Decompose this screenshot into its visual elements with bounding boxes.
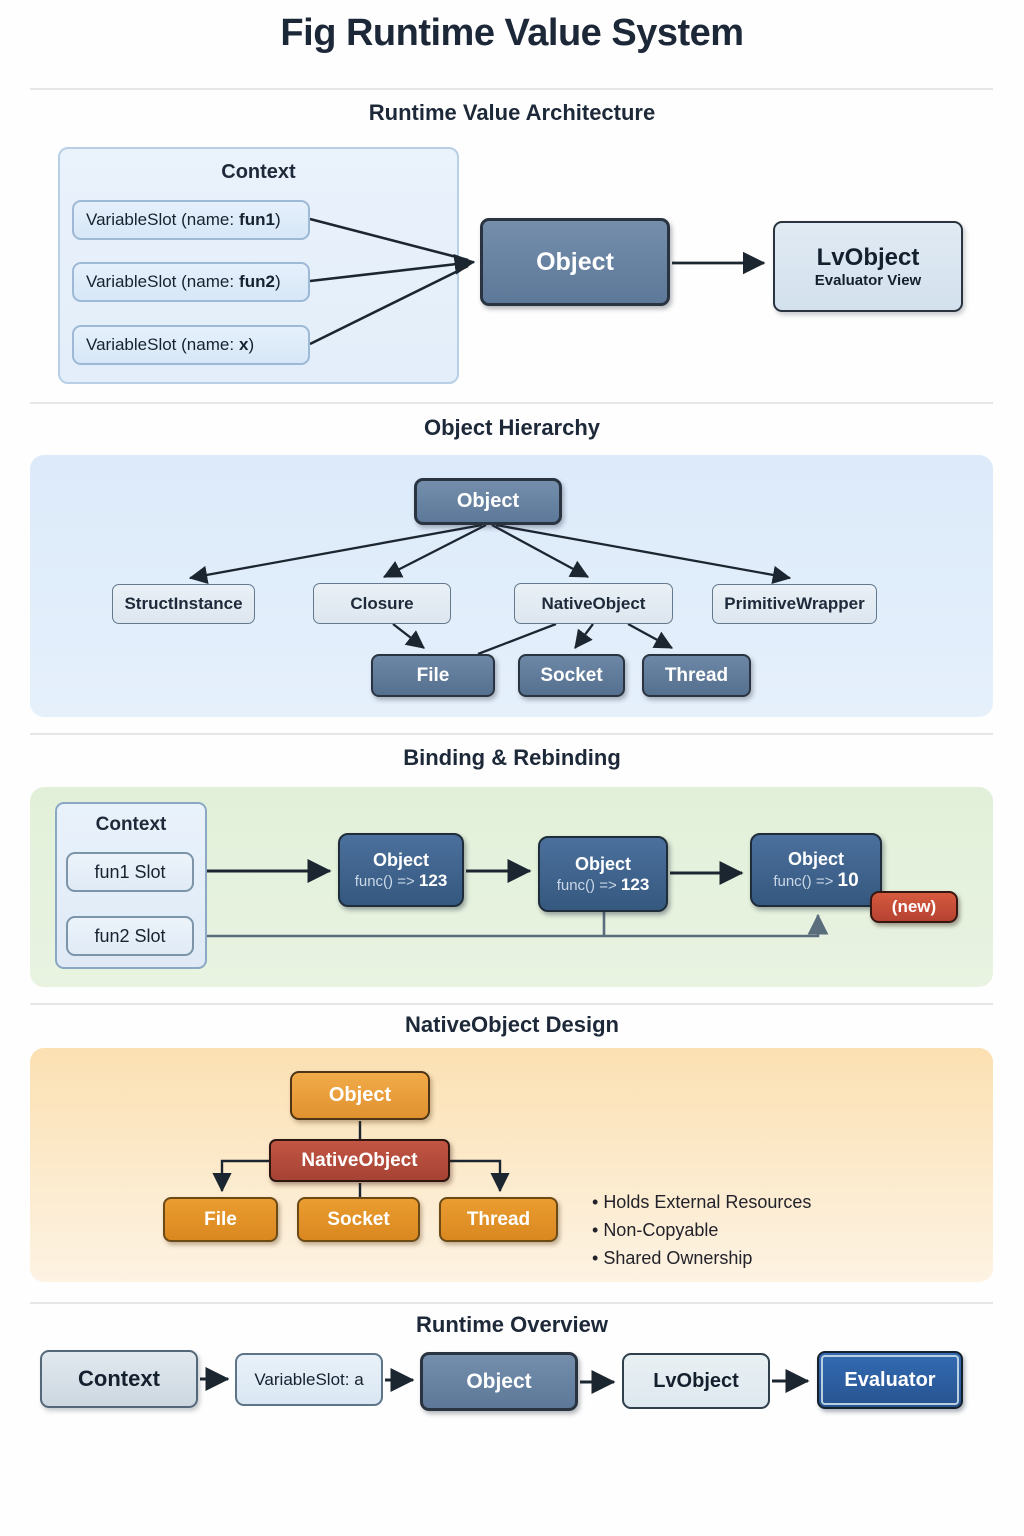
lvobject-title: LvObject	[816, 244, 920, 271]
native-design-thread: Thread	[439, 1197, 558, 1242]
binding-context-title: Context	[95, 814, 167, 835]
native-design-object: Object	[290, 1071, 430, 1120]
binding-object-2	[538, 836, 668, 912]
slot-suffix: )	[274, 272, 281, 291]
hierarchy-child-structinstance: StructInstance	[112, 584, 255, 624]
binding-slot-fun1: fun1 Slot	[66, 852, 194, 892]
object-func: func() =>	[773, 872, 834, 890]
native-design-bullets	[592, 1188, 811, 1272]
hierarchy-native-thread: Thread	[642, 654, 751, 697]
slot-suffix: )	[274, 210, 281, 229]
binding-slot-fun2: fun2 Slot	[66, 916, 194, 956]
overview-evaluator: Evaluator	[817, 1351, 963, 1409]
binding-object-1	[338, 833, 464, 907]
hierarchy-child-primitivewrapper: PrimitiveWrapper	[712, 584, 877, 624]
slot-name: x	[239, 335, 249, 354]
hierarchy-native-file: File	[371, 654, 495, 697]
object-value: 10	[837, 869, 859, 891]
bullet-item: • Shared Ownership	[592, 1244, 811, 1272]
native-design-nativeobject: NativeObject	[269, 1139, 450, 1182]
overview-variableslot: VariableSlot: a	[235, 1353, 383, 1406]
context-panel-title: Context	[221, 161, 296, 183]
object-title: Object	[372, 849, 429, 870]
variable-slot-fun1	[72, 200, 310, 240]
native-design-file: File	[163, 1197, 278, 1242]
bullet-item: • Holds External Resources	[592, 1188, 811, 1216]
variable-slot-fun2	[72, 262, 310, 302]
hierarchy-child-closure: Closure	[313, 583, 451, 624]
overview-lvobject: LvObject	[622, 1353, 770, 1409]
lvobject-node	[773, 221, 963, 312]
section-heading-hierarchy: Object Hierarchy	[423, 415, 601, 440]
section-heading-overview: Runtime Overview	[416, 1312, 608, 1337]
binding-object-3	[750, 833, 882, 907]
native-design-socket: Socket	[297, 1197, 420, 1242]
variable-slot-x	[72, 325, 310, 365]
object-value: 123	[620, 874, 650, 894]
object-value: 123	[418, 870, 448, 890]
slot-name: fun1	[239, 210, 275, 229]
hierarchy-native-socket: Socket	[518, 654, 625, 697]
section-heading-binding: Binding & Rebinding	[403, 745, 621, 770]
section-heading-native-design: NativeObject Design	[405, 1012, 619, 1037]
object-func: func() =>	[354, 872, 415, 890]
object-func: func() =>	[556, 876, 617, 894]
page-title: Fig Runtime Value System	[280, 12, 744, 54]
hierarchy-root-object: Object	[414, 478, 562, 525]
slot-prefix: VariableSlot (name:	[86, 335, 235, 354]
object-title: Object	[574, 853, 631, 874]
lvobject-subtitle: Evaluator View	[814, 272, 922, 289]
bullet-item: • Non-Copyable	[592, 1216, 811, 1244]
new-badge: (new)	[870, 891, 958, 923]
object-title: Object	[787, 848, 844, 869]
overview-object: Object	[420, 1352, 578, 1411]
overview-context: Context	[40, 1350, 198, 1408]
slot-prefix: VariableSlot (name:	[86, 210, 235, 229]
slot-suffix: )	[248, 335, 255, 354]
hierarchy-child-nativeobject: NativeObject	[514, 583, 673, 624]
object-node: Object	[480, 218, 670, 306]
slot-name: fun2	[239, 272, 275, 291]
section-heading-architecture: Runtime Value Architecture	[368, 100, 656, 125]
slot-prefix: VariableSlot (name:	[86, 272, 235, 291]
